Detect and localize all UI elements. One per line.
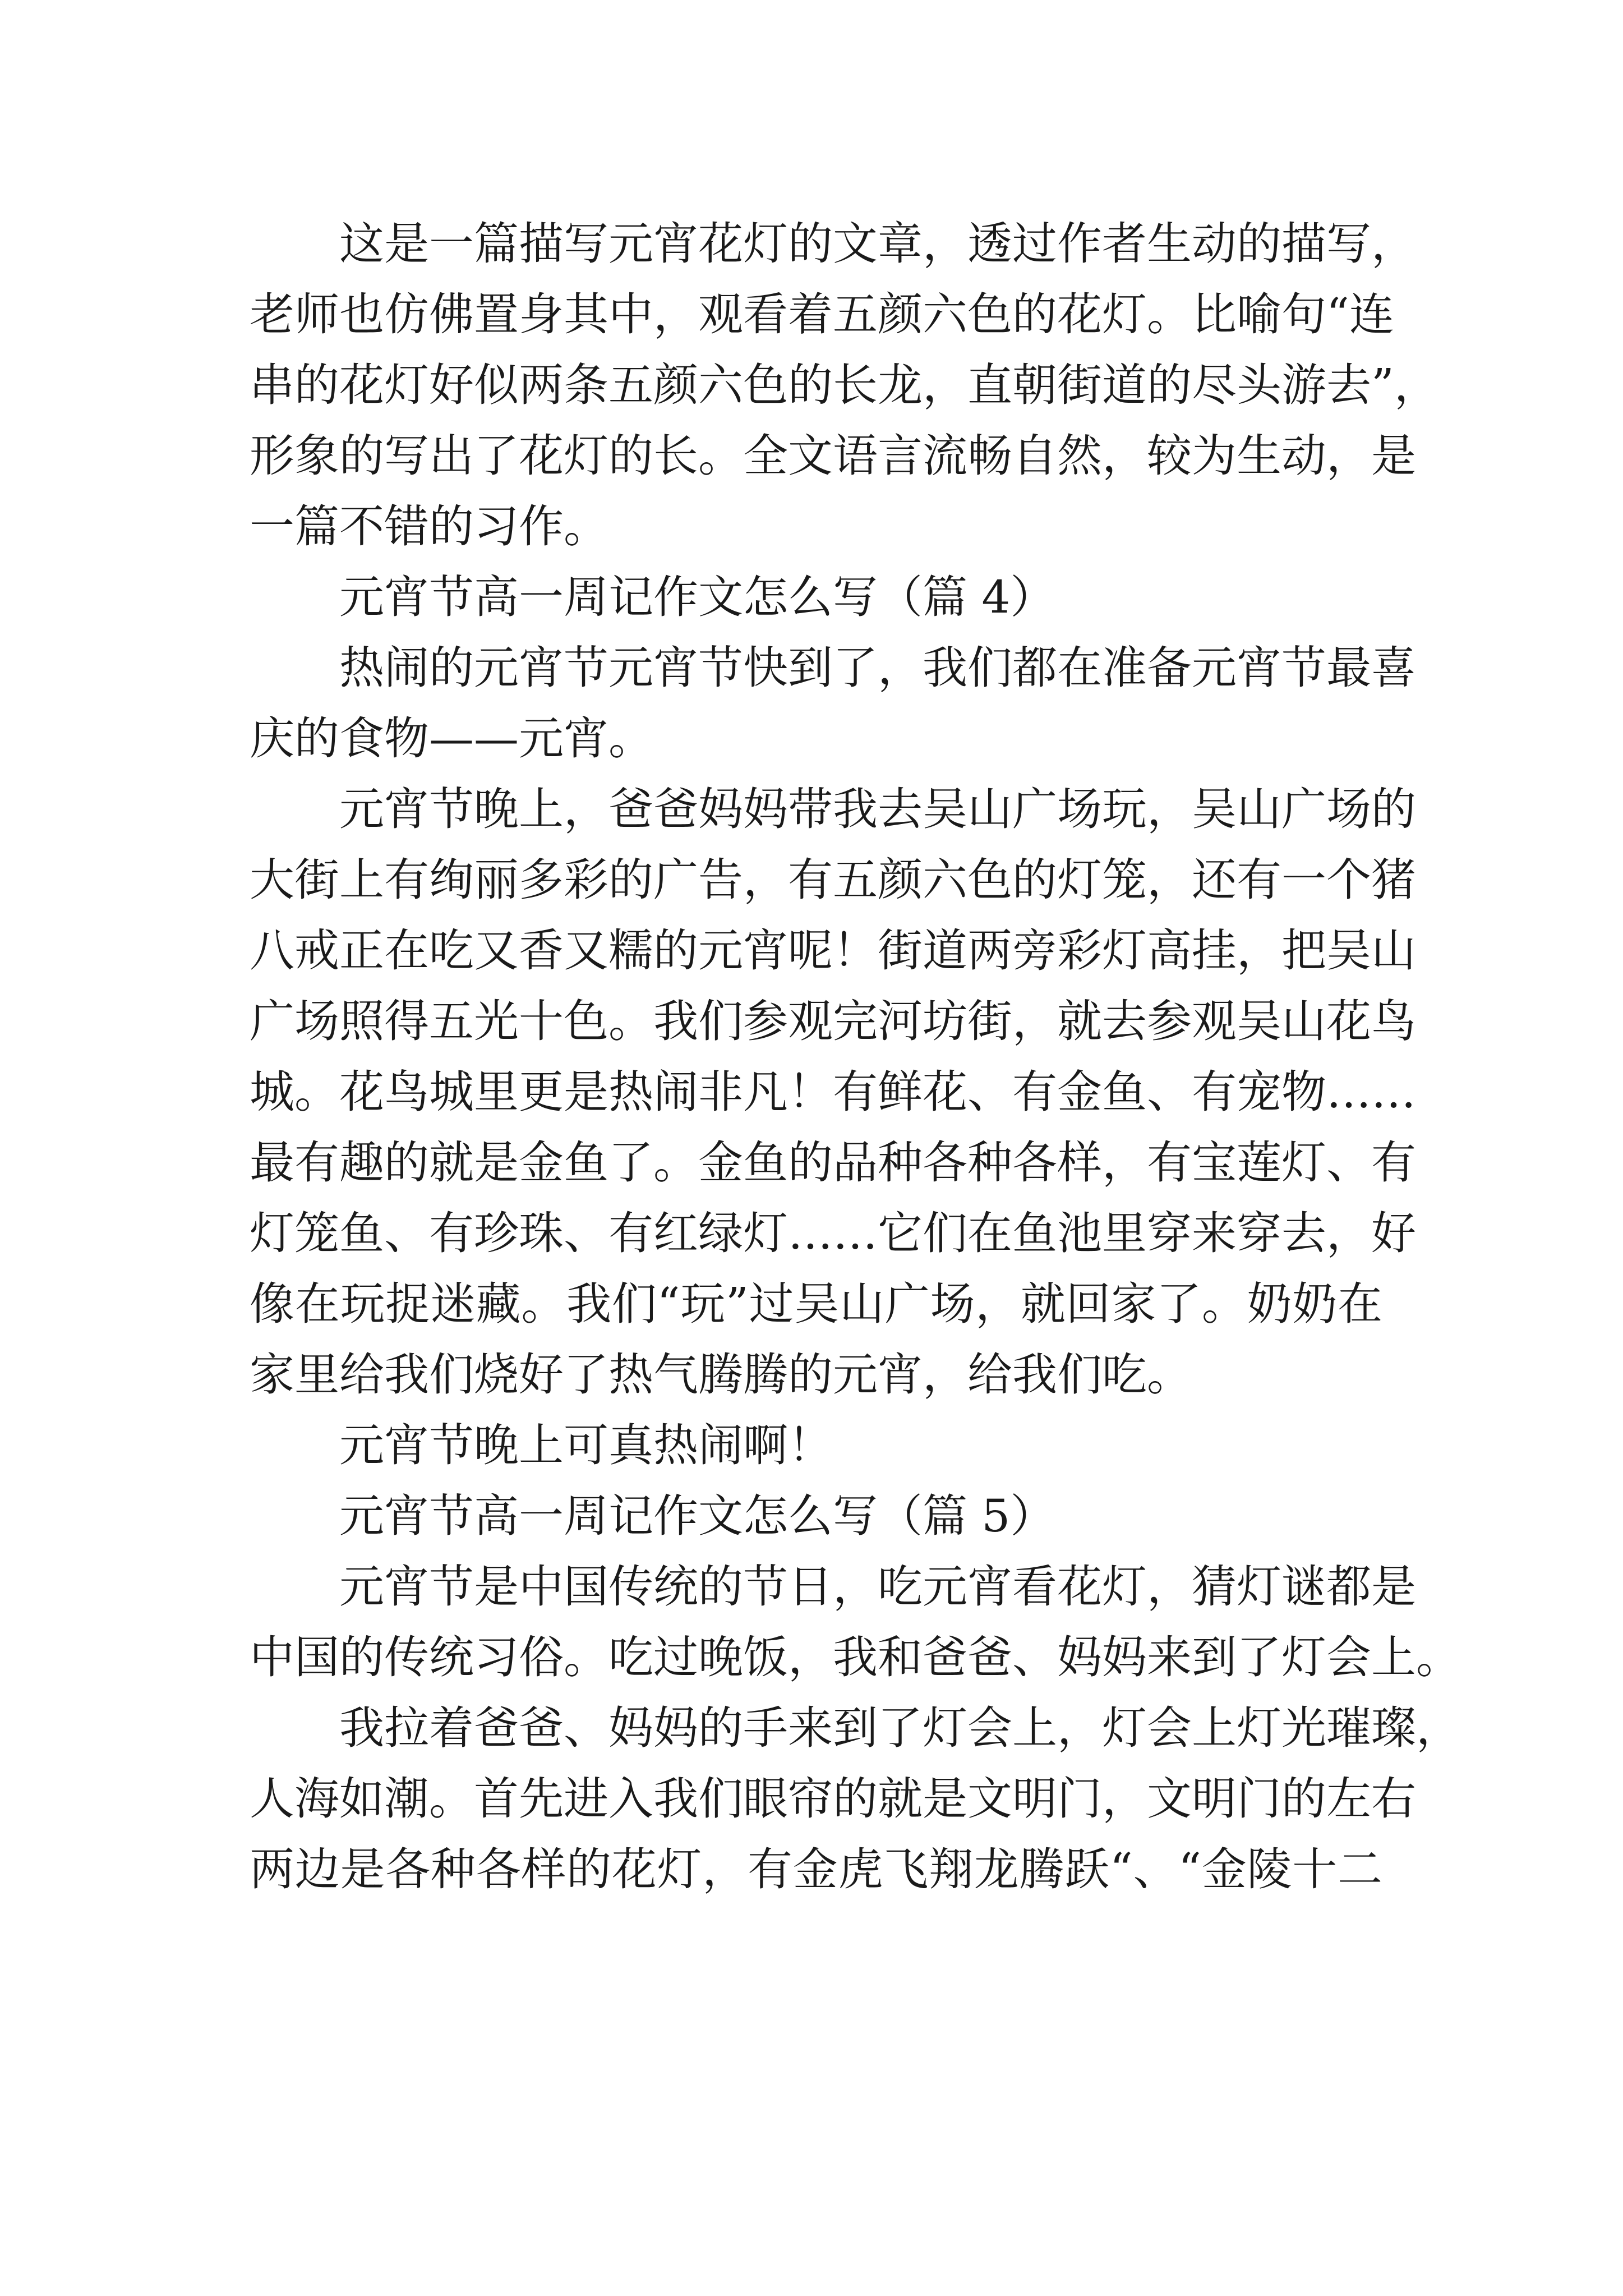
text-line: 人海如潮。首先进入我们眼帘的就是文明门，文明门的左右 bbox=[250, 1773, 1416, 1825]
text-line: 城。花鸟城里更是热闹非凡！有鲜花、有金鱼、有宠物…… bbox=[250, 1066, 1416, 1118]
text-line: 形象的写出了花灯的长。全文语言流畅自然，较为生动，是 bbox=[250, 430, 1416, 482]
text-line: 中国的传统习俗。吃过晚饭，我和爸爸、妈妈来到了灯会上。 bbox=[250, 1631, 1461, 1683]
text-line: 元宵节高一周记作文怎么写（篇 4） bbox=[339, 571, 1055, 623]
body-text bbox=[250, 209, 1461, 1905]
text-line: 八戒正在吃又香又糯的元宵呢！街道两旁彩灯高挂，把吴山 bbox=[250, 924, 1416, 977]
text-line: 串的花灯好似两条五颜六色的长龙，直朝街道的尽头游去”， bbox=[250, 359, 1439, 411]
text-line: 热闹的元宵节元宵节快到了，我们都在准备元宵节最喜 bbox=[339, 642, 1416, 694]
text-line: 最有趣的就是金鱼了。金鱼的品种各种各样，有宝莲灯、有 bbox=[250, 1137, 1416, 1189]
text-line: 老师也仿佛置身其中，观看着五颜六色的花灯。比喻句“连 bbox=[250, 288, 1394, 341]
text-line: 广场照得五光十色。我们参观完河坊街，就去参观吴山花鸟 bbox=[250, 995, 1416, 1047]
text-line: 大街上有绚丽多彩的广告，有五颜六色的灯笼，还有一个猪 bbox=[250, 854, 1416, 906]
text-line: 这是一篇描写元宵花灯的文章，透过作者生动的描写， bbox=[339, 218, 1416, 270]
text-line: 一篇不错的习作。 bbox=[250, 500, 608, 553]
text-line: 我拉着爸爸、妈妈的手来到了灯会上，灯会上灯光璀璨， bbox=[339, 1702, 1461, 1754]
text-line: 元宵节晚上，爸爸妈妈带我去吴山广场玩，吴山广场的 bbox=[339, 783, 1416, 835]
text-line: 元宵节是中国传统的节日，吃元宵看花灯，猜灯谜都是 bbox=[339, 1561, 1416, 1613]
text-line: 两边是各种各样的花灯，有金虎飞翔龙腾跃“、“金陵十二 bbox=[250, 1843, 1382, 1895]
text-line: 元宵节高一周记作文怎么写（篇 5） bbox=[339, 1490, 1055, 1542]
text-line: 灯笼鱼、有珍珠、有红绿灯……它们在鱼池里穿来穿去，好 bbox=[250, 1207, 1416, 1259]
text-line: 像在玩捉迷藏。我们“玩”过吴山广场，就回家了。奶奶在 bbox=[250, 1278, 1382, 1330]
text-line: 家里给我们烧好了热气腾腾的元宵，给我们吃。 bbox=[250, 1349, 1192, 1401]
text-line: 庆的食物——元宵。 bbox=[250, 712, 653, 765]
text-line: 元宵节晚上可真热闹啊！ bbox=[339, 1419, 833, 1471]
